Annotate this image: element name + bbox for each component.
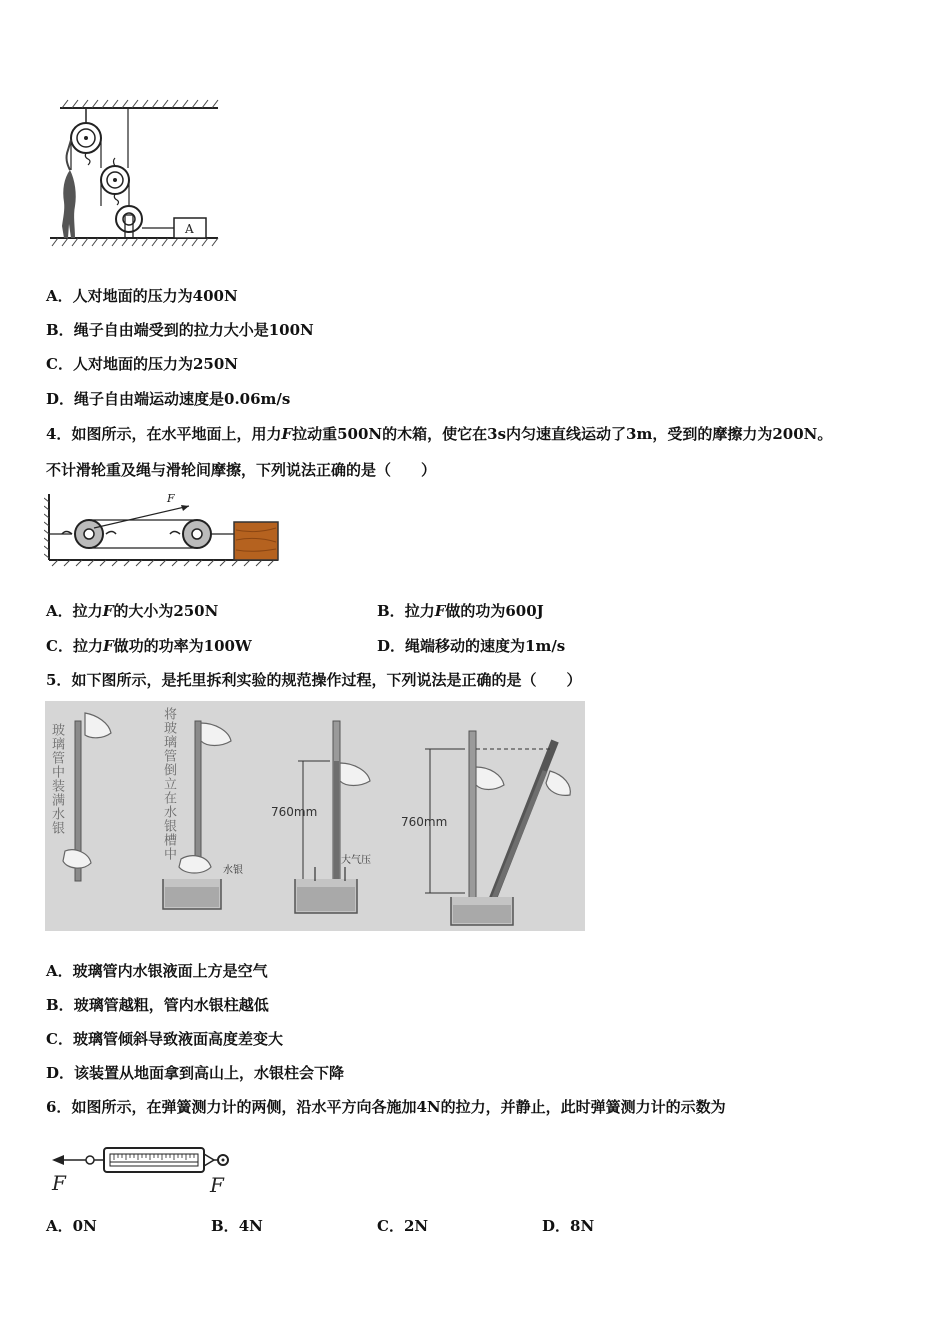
q4-option-c[interactable]: C．拉力F做功的功率为100W (46, 637, 252, 655)
force-f-label: F (167, 492, 175, 505)
q5-option-c[interactable]: C．玻璃管倾斜导致液面高度差变大 (46, 1030, 283, 1048)
q3-option-b[interactable]: B．绳子自由端受到的拉力大小是100N (46, 321, 314, 339)
q6-option-b[interactable]: B．4N (211, 1217, 263, 1235)
q6-option-d[interactable]: D．8N (542, 1217, 595, 1235)
q6-option-a[interactable]: A．0N (46, 1217, 97, 1235)
q3-option-c[interactable]: C．人对地面的压力为250N (46, 355, 238, 373)
q4-option-d[interactable]: D．绳端移动的速度为1m/s (377, 637, 566, 655)
q3-option-d[interactable]: D．绳子自由端运动速度是0.06m/s (46, 390, 291, 408)
q5-option-b[interactable]: B．玻璃管越粗，管内水银柱越低 (46, 996, 269, 1014)
photo-caption-2: 将玻璃管倒立在水银槽中 (161, 707, 176, 861)
q5-option-d[interactable]: D．该装置从地面拿到高山上，水银柱会下降 (46, 1064, 345, 1082)
q5-stem: 5．如下图所示，是托里拆利实验的规范操作过程，下列说法是正确的是（ ） (46, 671, 582, 689)
q5-option-a[interactable]: A．玻璃管内水银液面上方是空气 (46, 962, 268, 980)
photo-height-760mm-1: 760mm (271, 805, 318, 819)
left-force-label: F (52, 1171, 66, 1195)
torricelli-experiment-photo (45, 701, 585, 931)
box-a-label: A (185, 222, 194, 236)
q4-option-b[interactable]: B．拉力F做的功为600J (377, 602, 544, 620)
q4-option-a[interactable]: A．拉力F的大小为250N (46, 602, 219, 620)
pulley-system-figure (40, 98, 230, 253)
q4-stem-line1: 4．如图所示，在水平地面上，用力F拉动重500N的木箱，使它在3s内匀速直线运动了3m，受到的摩擦力为200N。 (46, 425, 833, 443)
photo-label-mercury: 水银 (223, 865, 243, 876)
q6-stem: 6．如图所示，在弹簧测力计的两侧，沿水平方向各施加4N的拉力，并静止，此时弹簧测力计的示数为 (46, 1098, 726, 1116)
photo-label-atmosphere: 大气压 (341, 855, 371, 866)
q6-option-c[interactable]: C．2N (377, 1217, 429, 1235)
q4-stem-line2: 不计滑轮重及绳与滑轮间摩擦，下列说法正确的是（ ） (46, 461, 437, 479)
q3-option-a[interactable]: A．人对地面的压力为400N (46, 287, 238, 305)
right-force-label: F (210, 1173, 224, 1197)
photo-caption-1: 玻璃管中装满水银 (49, 723, 64, 835)
spring-scale-figure (48, 1140, 238, 1198)
horizontal-pulley-figure (44, 488, 284, 568)
photo-height-760mm-2: 760mm (401, 815, 448, 829)
